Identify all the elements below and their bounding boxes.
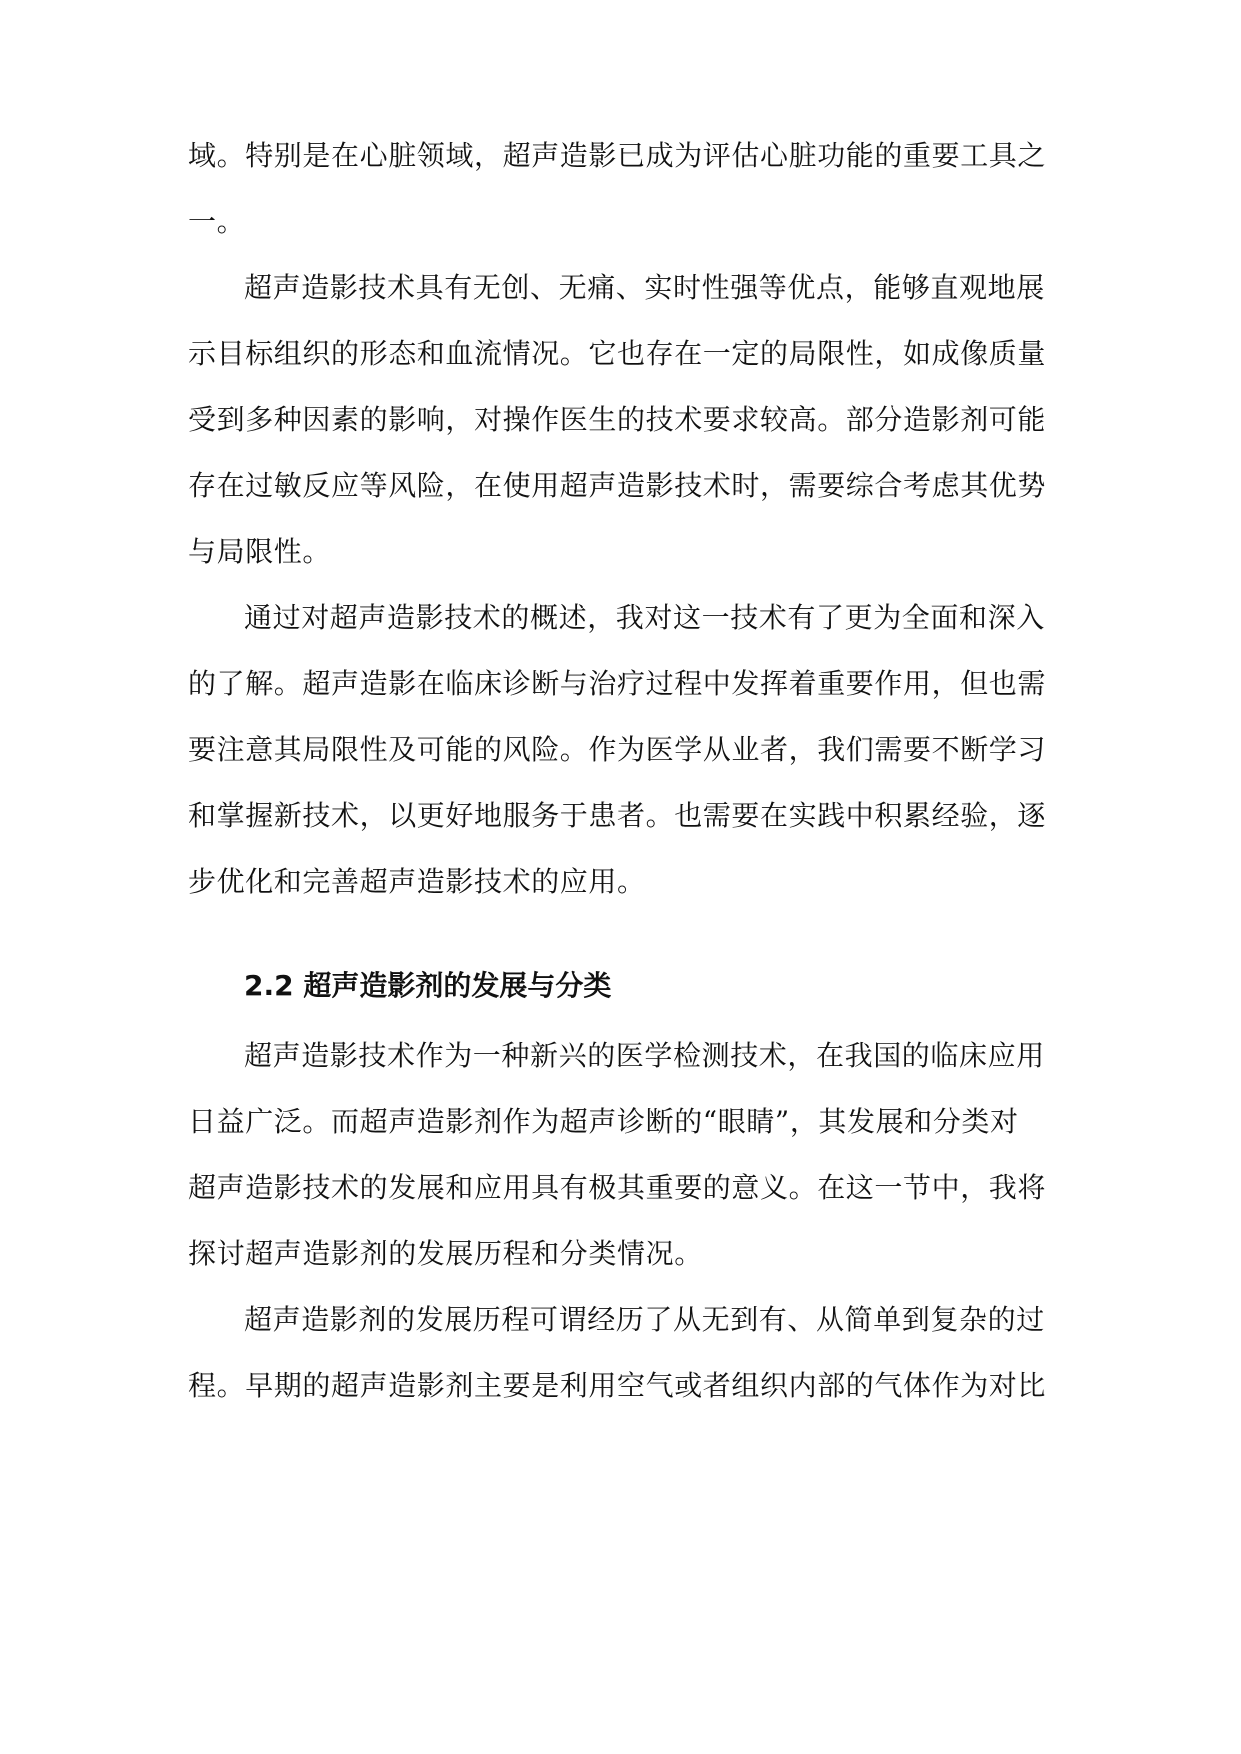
text-line: 一。 (188, 205, 246, 238)
paragraph-first-line: 通过对超声造影技术的概述，我对这一技术有了更为全面和深入 (244, 601, 1045, 634)
paragraph-first-line: 超声造影技术具有无创、无痛、实时性强等优点，能够直观地展 (244, 271, 1045, 304)
text-line: 受到多种因素的影响，对操作医生的技术要求较高。部分造影剂可能 (188, 403, 1047, 436)
paragraph-first-line: 超声造影剂的发展历程可谓经历了从无到有、从简单到复杂的过 (244, 1303, 1045, 1336)
section-heading: 2.2 超声造影剂的发展与分类 (244, 969, 612, 1002)
text-line: 的了解。超声造影在临床诊断与治疗过程中发挥着重要作用，但也需 (188, 667, 1047, 700)
text-line: 要注意其局限性及可能的风险。作为医学从业者，我们需要不断学习 (188, 733, 1047, 766)
text-line: 示目标组织的形态和血流情况。它也存在一定的局限性，如成像质量 (188, 337, 1047, 370)
text-line: 存在过敏反应等风险，在使用超声造影技术时，需要综合考虑其优势 (188, 469, 1047, 502)
paragraph-first-line: 超声造影技术作为一种新兴的医学检测技术，在我国的临床应用 (244, 1039, 1045, 1072)
text-line: 域。特别是在心脏领域，超声造影已成为评估心脏功能的重要工具之 (188, 139, 1047, 172)
text-line: 程。早期的超声造影剂主要是利用空气或者组织内部的气体作为对比 (188, 1369, 1047, 1402)
text-line: 探讨超声造影剂的发展历程和分类情况。 (188, 1237, 703, 1270)
text-line: 与局限性。 (188, 535, 332, 568)
text-line: 日益广泛。而超声造影剂作为超声诊断的“眼睛”，其发展和分类对 (188, 1105, 1019, 1138)
text-line: 步优化和完善超声造影技术的应用。 (188, 865, 646, 898)
text-line: 超声造影技术的发展和应用具有极其重要的意义。在这一节中，我将 (188, 1171, 1047, 1204)
text-line: 和掌握新技术，以更好地服务于患者。也需要在实践中积累经验，逐 (188, 799, 1047, 832)
